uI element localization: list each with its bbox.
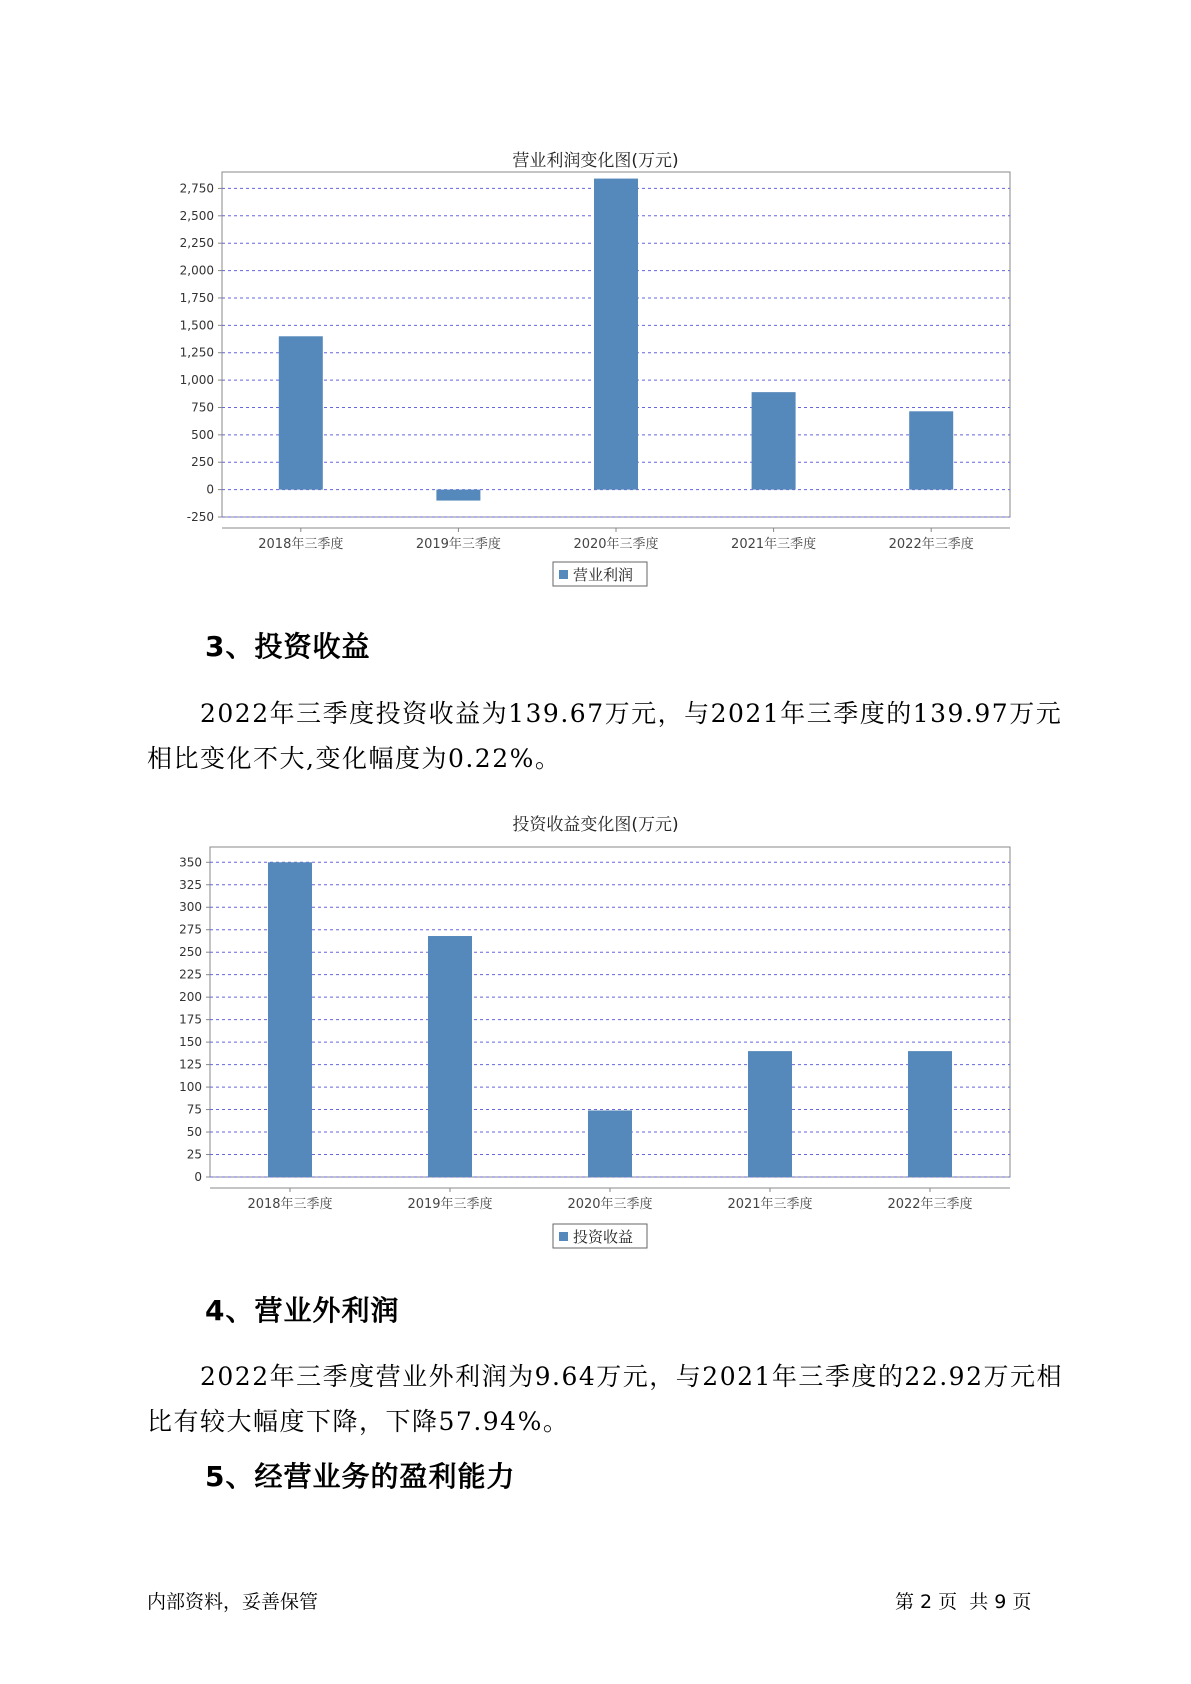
chart2-title: 投资收益变化图(万元) bbox=[512, 815, 679, 835]
y-tick-label: 250 bbox=[179, 945, 202, 960]
chart1-title: 营业利润变化图(万元) bbox=[512, 151, 679, 171]
y-tick-label: 225 bbox=[179, 967, 202, 982]
x-tick-label: 2022年三季度 bbox=[888, 537, 974, 552]
x-tick-label: 2019年三季度 bbox=[407, 1197, 493, 1212]
bar bbox=[748, 1051, 792, 1177]
y-tick-label: 0 bbox=[206, 482, 214, 497]
legend-label: 营业利润 bbox=[573, 566, 634, 584]
y-tick-label: 500 bbox=[191, 427, 214, 442]
x-tick-label: 2019年三季度 bbox=[415, 537, 501, 552]
y-tick-label: 175 bbox=[179, 1012, 202, 1027]
y-tick-label: 2,500 bbox=[179, 208, 214, 223]
section4-line1: 2022年三季度营业外利润为9.64万元，与2021年三季度的22.92万元相 bbox=[200, 1362, 1063, 1391]
y-tick-label: 1,750 bbox=[179, 290, 214, 305]
y-tick-label: 750 bbox=[191, 400, 214, 415]
y-tick-label: 250 bbox=[191, 455, 214, 470]
bar bbox=[428, 936, 472, 1177]
legend-swatch bbox=[559, 1232, 568, 1241]
x-tick-label: 2020年三季度 bbox=[573, 537, 659, 552]
y-tick-label: 2,250 bbox=[179, 236, 214, 251]
section4-heading: 4、营业外利润 bbox=[205, 1294, 400, 1327]
y-tick-label: 25 bbox=[186, 1147, 202, 1162]
y-tick-label: 75 bbox=[186, 1102, 202, 1117]
y-tick-label: 350 bbox=[179, 855, 202, 870]
y-tick-label: 150 bbox=[179, 1035, 202, 1050]
y-tick-label: 0 bbox=[194, 1170, 202, 1184]
chart-legend bbox=[553, 1224, 647, 1248]
y-tick-label: 300 bbox=[179, 900, 202, 915]
y-tick-label: 2,750 bbox=[179, 181, 214, 196]
y-tick-label: 1,250 bbox=[179, 345, 214, 360]
y-tick-label: 200 bbox=[179, 990, 202, 1005]
y-tick-label: 2,000 bbox=[179, 263, 214, 278]
footer-page-number: 第 2 页 共 9 页 bbox=[895, 1591, 1032, 1613]
x-tick-label: 2018年三季度 bbox=[247, 1197, 333, 1212]
y-tick-label: 100 bbox=[179, 1080, 202, 1095]
y-tick-label: 1,500 bbox=[179, 318, 214, 333]
x-tick-label: 2018年三季度 bbox=[258, 537, 344, 552]
section3-line2: 相比变化不大,变化幅度为0.22%。 bbox=[147, 744, 562, 773]
x-tick-label: 2021年三季度 bbox=[727, 1197, 813, 1212]
section5-heading: 5、经营业务的盈利能力 bbox=[205, 1460, 516, 1493]
footer-confidential-note: 内部资料，妥善保管 bbox=[147, 1591, 319, 1613]
section3-heading: 3、投资收益 bbox=[205, 630, 371, 663]
x-tick-label: 2021年三季度 bbox=[731, 537, 817, 552]
bar bbox=[268, 862, 312, 1177]
bar bbox=[908, 1051, 952, 1177]
section4-line2: 比有较大幅度下降，下降57.94%。 bbox=[147, 1407, 570, 1436]
y-tick-label: 125 bbox=[179, 1057, 202, 1072]
y-tick-label: -250 bbox=[186, 510, 214, 524]
legend-label: 投资收益 bbox=[573, 1228, 634, 1246]
y-tick-label: 50 bbox=[186, 1125, 202, 1140]
section3-line1: 2022年三季度投资收益为139.67万元，与2021年三季度的139.97万元 bbox=[200, 699, 1063, 728]
y-tick-label: 275 bbox=[179, 922, 202, 937]
y-tick-label: 325 bbox=[179, 877, 202, 892]
y-tick-label: 1,000 bbox=[179, 373, 214, 388]
bar bbox=[588, 1110, 632, 1177]
x-tick-label: 2022年三季度 bbox=[887, 1197, 973, 1212]
x-tick-label: 2020年三季度 bbox=[567, 1197, 653, 1212]
